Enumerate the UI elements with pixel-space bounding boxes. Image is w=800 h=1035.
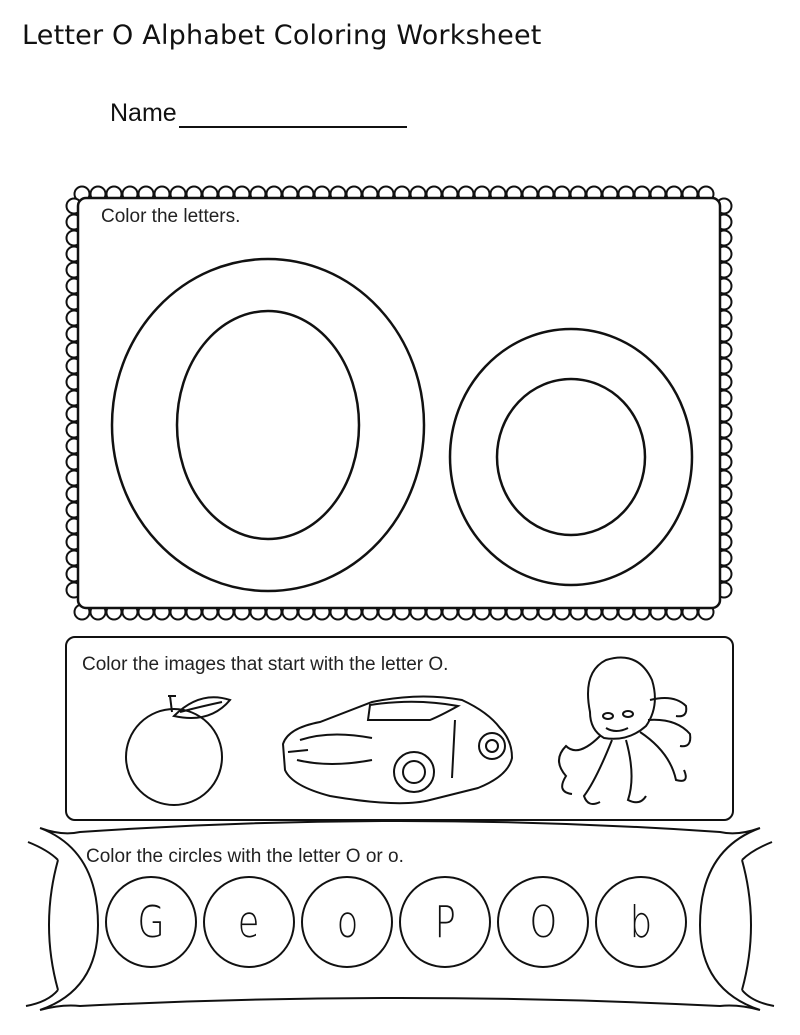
octopus-icon[interactable] [559, 658, 690, 805]
letter-circle-label: P [434, 896, 456, 948]
letter-circle-p[interactable] [399, 876, 491, 968]
circles-instruction: Color the circles with the letter O or o. [86, 846, 404, 867]
letter-circle-e[interactable] [203, 876, 295, 968]
orange-icon[interactable] [126, 696, 230, 805]
letter-circle-b[interactable] [595, 876, 687, 968]
letter-circle-label: G [137, 896, 165, 948]
letter-circle-label: o [336, 896, 358, 948]
letter-circle-label: O [529, 896, 557, 948]
images-instruction: Color the images that start with the letter O. [82, 654, 449, 675]
car-icon[interactable] [283, 696, 512, 803]
letter-circle-label: e [238, 896, 260, 948]
letter-circle-o-upper[interactable] [497, 876, 589, 968]
page-title: Letter O Alphabet Coloring Worksheet [22, 20, 542, 51]
letter-circle-g[interactable] [105, 876, 197, 968]
letter-circle-label: b [629, 896, 653, 948]
letter-circles [105, 876, 687, 968]
name-label: Name [110, 99, 177, 127]
letters-instruction: Color the letters. [101, 206, 241, 227]
letter-circle-o-lower[interactable] [301, 876, 393, 968]
